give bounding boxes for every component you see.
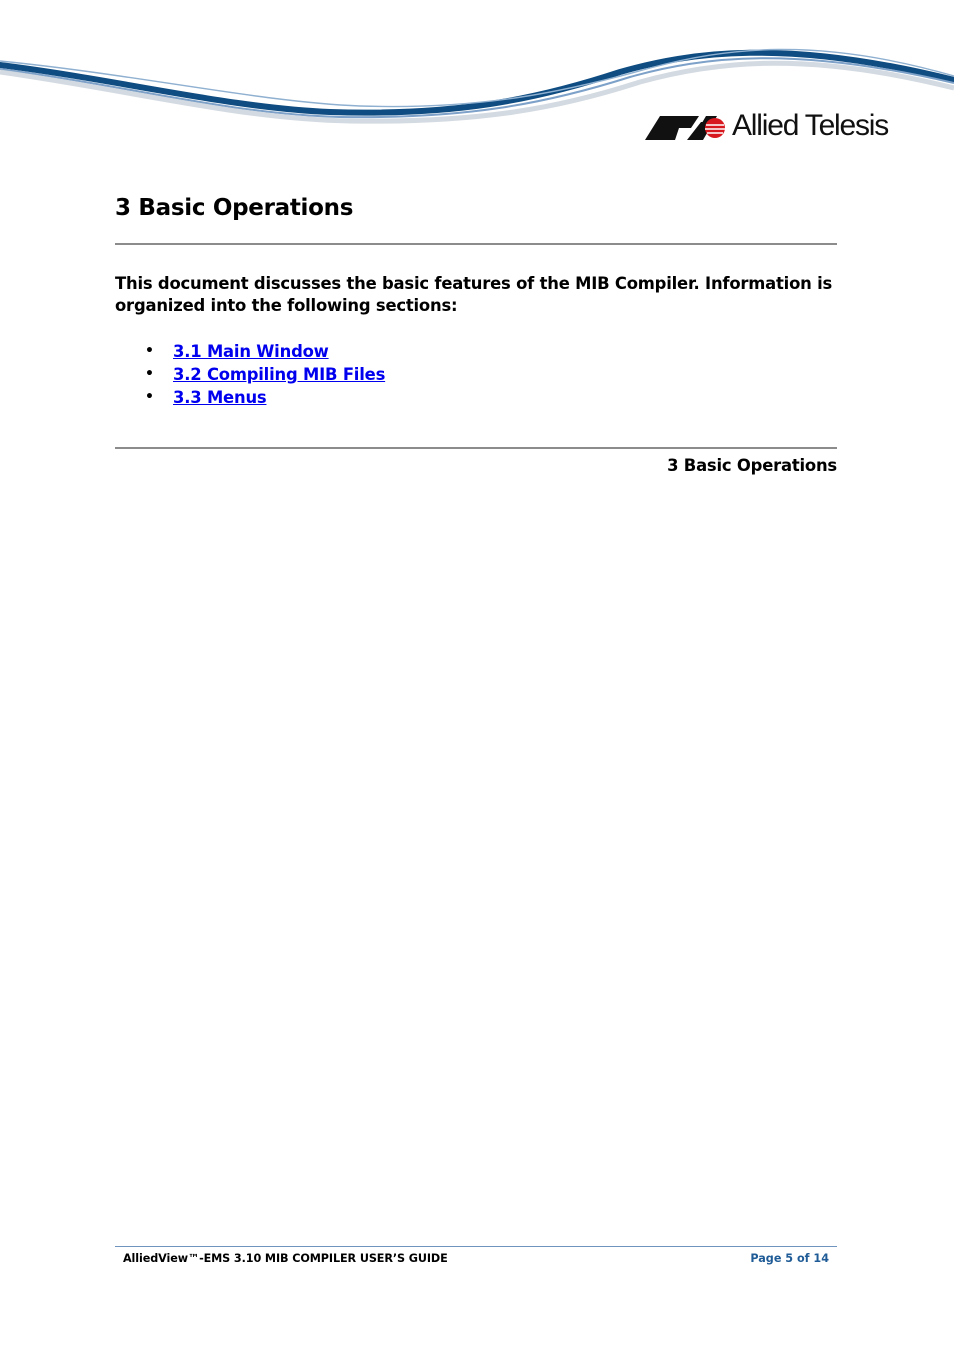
bullet-icon: • — [145, 343, 154, 359]
company-name: Allied Telesis — [732, 109, 889, 142]
page-footer-divider — [115, 1246, 837, 1247]
bullet-icon: • — [145, 389, 154, 405]
page-title: 3 Basic Operations — [115, 195, 354, 221]
section-footer-heading: 3 Basic Operations — [667, 456, 837, 475]
bullet-icon: • — [145, 366, 154, 382]
link-menus[interactable]: 3.3 Menus — [173, 388, 267, 407]
list-item — [115, 386, 385, 409]
allied-telesis-logo-icon — [645, 112, 727, 142]
list-item — [115, 340, 385, 363]
intro-paragraph: This document discusses the basic features of the MIB Compiler. Information is organized into the following sections: — [115, 274, 833, 315]
link-main-window[interactable]: 3.1 Main Window — [173, 342, 329, 361]
guide-title: AlliedView™-EMS 3.10 MIB COMPILER USER’S GUIDE — [123, 1252, 448, 1265]
section-divider — [115, 447, 837, 449]
title-divider — [115, 243, 837, 245]
section-link-list — [115, 340, 385, 409]
allied-telesis-logo — [645, 108, 905, 144]
list-item — [115, 363, 385, 386]
link-compiling-mib-files[interactable]: 3.2 Compiling MIB Files — [173, 365, 386, 384]
page-number: Page 5 of 14 — [750, 1252, 829, 1265]
